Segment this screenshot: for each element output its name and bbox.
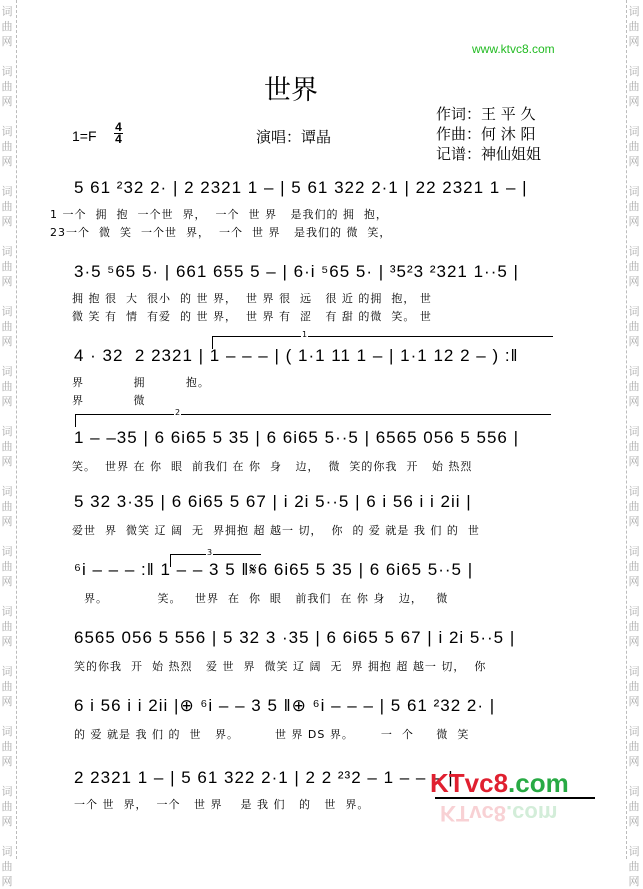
key-signature: 1=F [72, 128, 97, 144]
side-watermark: 词曲网 [628, 425, 640, 468]
side-watermark: 词曲网 [628, 65, 640, 108]
composer: 作曲：何 沐 阳 [436, 125, 536, 143]
left-watermark-strip [0, 0, 17, 888]
side-watermark: 词曲网 [1, 305, 13, 348]
logo-reflection: KTvc8.com [440, 801, 558, 826]
side-watermark: 词曲网 [1, 185, 13, 228]
side-watermark: 词曲网 [628, 665, 640, 708]
singer: 演唱：谭晶 [256, 128, 332, 146]
lyric-line: 界。 笑。 世界 在 你 眼 前我们 在 你 身 边， 微 [84, 592, 449, 605]
side-watermark: 词曲网 [628, 605, 640, 648]
site-url: www.ktvc8.com [472, 42, 555, 56]
volta-2: 2 [75, 414, 551, 427]
side-watermark: 词曲网 [1, 605, 13, 648]
side-watermark: 词曲网 [628, 125, 640, 168]
notation-line: 6 i 56 i i 2ii |⊕ ⁶i – – 3 5 ‖⊕ ⁶i – – – | 5 61 ²32 2· | [74, 696, 496, 715]
side-watermark: 词曲网 [628, 365, 640, 408]
side-watermark: 词曲网 [1, 665, 13, 708]
lyric-line-verse-2: 23一个 微 笑 一个世 界， 一个 世 界 是我们的 微 笑， [50, 226, 392, 239]
transcriber: 记谱：神仙姐姐 [436, 145, 542, 163]
side-watermark: 词曲网 [628, 845, 640, 888]
side-watermark: 词曲网 [1, 365, 13, 408]
notation-line: 2 2321 1 – | 5 61 322 2·1 | 2 2 ²³2 – 1 – – – | [74, 768, 454, 787]
time-signature-bottom: 4 [115, 132, 122, 146]
side-watermark: 词曲网 [1, 725, 13, 768]
side-watermark: 词曲网 [628, 785, 640, 828]
ktvc8-logo: KTvc8.com [430, 768, 569, 798]
notation-line: 4 · 32 2 2321 | 1 – – – | ( 1·1 11 1 – | 1·1 12 2 – ) :‖ [74, 346, 519, 365]
lyricist: 作词：王 平 久 [436, 105, 536, 123]
lyric-line: 爱世 界 微笑 辽 阔 无 界拥抱 超 越一 切， 你 的 爱 就是 我 们 的 世 [72, 524, 480, 537]
lyric-line-verse-2: 微 笑 有 情 有爱 的 世 界， 世 界 有 涩 有 甜 的微 笑。 世 [72, 310, 432, 323]
lyric-line-verse-1: 1 一个 拥 抱 一个世 界， 一个 世 界 是我们的 拥 抱， [50, 208, 388, 221]
side-watermark: 词曲网 [628, 725, 640, 768]
side-watermark: 词曲网 [1, 785, 13, 828]
notation-line: 5 61 ²32 2· | 2 2321 1 – | 5 61 322 2·1 | 22 2321 1 – | [74, 178, 528, 197]
side-watermark: 词曲网 [1, 125, 13, 168]
time-signature-top: 4 [115, 120, 122, 134]
side-watermark: 词曲网 [1, 845, 13, 888]
volta-1: 1 [212, 336, 553, 349]
song-title: 世界 [264, 75, 318, 106]
time-signature [114, 122, 123, 145]
side-watermark: 词曲网 [1, 65, 13, 108]
notation-line: ⁶i – – – :‖ 1 – – 3 5 ‖𝄋6 6i65 5 35 | 6 6i65 5··5 | [74, 560, 474, 579]
side-watermark: 词曲网 [628, 5, 640, 48]
side-watermark: 词曲网 [1, 425, 13, 468]
side-watermark: 词曲网 [628, 305, 640, 348]
side-watermark: 词曲网 [1, 5, 13, 48]
volta-3: 3 [170, 554, 261, 567]
lyric-line: 笑。 世界 在 你 眼 前我们 在 你 身 边， 微 笑的你我 开 始 热烈 [72, 460, 473, 473]
side-watermark: 词曲网 [628, 185, 640, 228]
lyric-line-verse-2: 界 微 [72, 394, 146, 407]
side-watermark: 词曲网 [628, 545, 640, 588]
notation-line: 3·5 ⁵65 5· | 661 655 5 – | 6·i ⁵65 5· | ³5²3 ²321 1··5 | [74, 262, 519, 281]
lyric-line: 笑的你我 开 始 热烈 爱 世 界 微笑 辽 阔 无 界 拥抱 超 越一 切， 你 [74, 660, 487, 673]
lyric-line-verse-1: 界 拥 抱。 [72, 376, 210, 389]
side-watermark: 词曲网 [628, 485, 640, 528]
side-watermark: 词曲网 [1, 245, 13, 288]
notation-line: 1 – –35 | 6 6i65 5 35 | 6 6i65 5··5 | 6565 056 5 556 | [74, 428, 520, 447]
side-watermark: 词曲网 [1, 545, 13, 588]
side-watermark: 词曲网 [1, 485, 13, 528]
right-watermark-strip [626, 0, 643, 888]
logo-underline [435, 797, 595, 799]
notation-line: 6565 056 5 556 | 5 32 3 ·35 | 6 6i65 5 67 | i 2i 5··5 | [74, 628, 516, 647]
lyric-line-verse-1: 拥 抱 很 大 很小 的 世 界， 世 界 很 远 很 近 的拥 抱， 世 [72, 292, 432, 305]
notation-line: 5 32 3·35 | 6 6i65 5 67 | i 2i 5··5 | 6 i 56 i i 2ii | [74, 492, 472, 511]
credits [436, 104, 541, 164]
lyric-line: 一个 世 界， 一个 世 界 是 我 们 的 世 界。 [74, 798, 370, 811]
side-watermark: 词曲网 [628, 245, 640, 288]
lyric-line: 的 爱 就是 我 们 的 世 界。 世 界 DS 界。 一 个 微 笑 [74, 728, 470, 741]
